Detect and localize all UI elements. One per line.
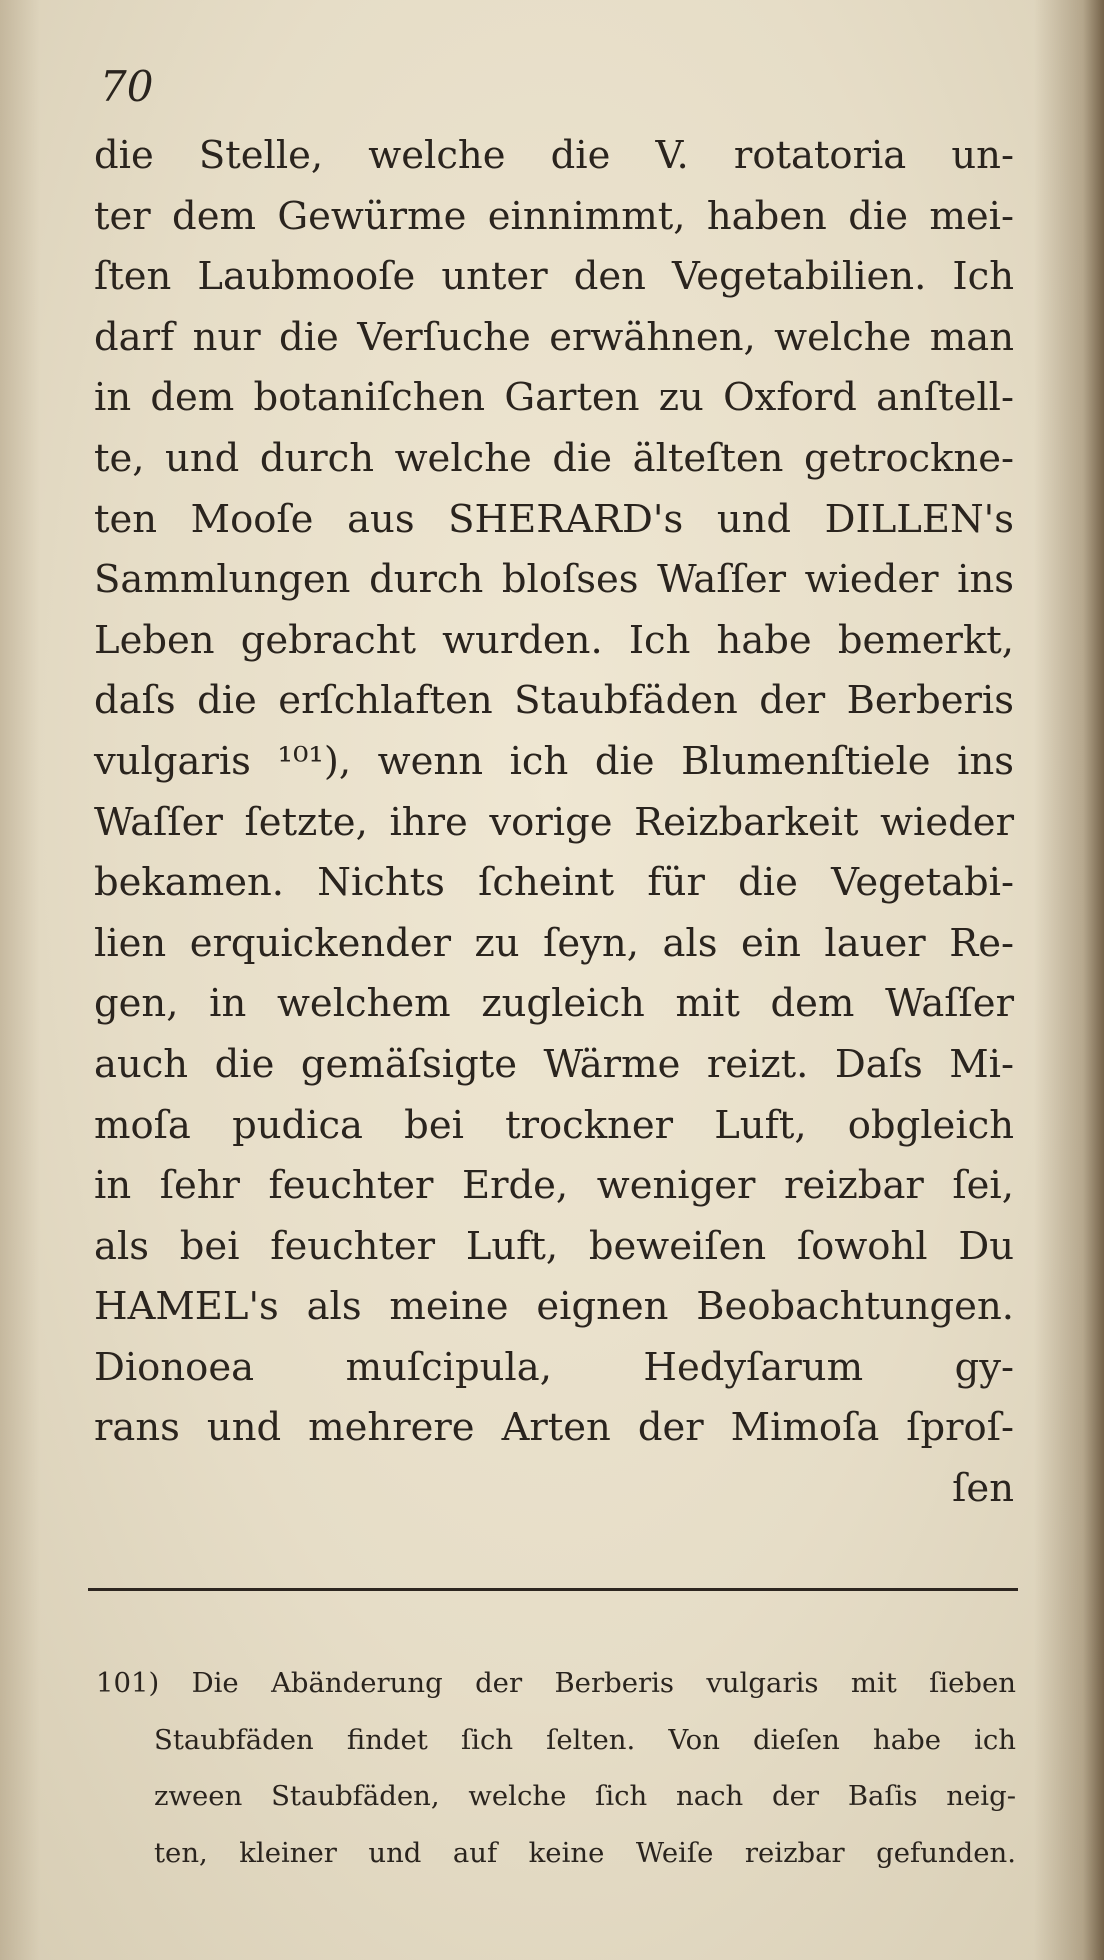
footnote-line: zween Staubfäden, welche ſich nach der Baſis neig- [154, 1780, 1016, 1812]
catchword: ſen [952, 1466, 1014, 1512]
text-line: Leben gebracht wurden. Ich habe bemerkt, [94, 617, 1014, 663]
text-line: in ſehr feuchter Erde, weniger reizbar ſei, [94, 1163, 1014, 1209]
text-line: Dionoea muſcipula, Hedyſarum gy- [94, 1344, 1014, 1390]
text-line: ten Mooſe aus SHERARD's und DILLEN's [94, 496, 1014, 542]
main-text [94, 126, 1014, 1520]
footnote-line: ten, kleiner und auf keine Weiſe reizbar gefunden. [154, 1836, 1016, 1869]
footnote [96, 1655, 1016, 1881]
footnote-rule [88, 1588, 1018, 1591]
text-line: in dem botaniſchen Garten zu Oxford anſtell- [94, 375, 1014, 421]
text-line: auch die gemäſsigte Wärme reizt. Daſs Mi- [94, 1041, 1014, 1087]
binding-shadow-right [1034, 0, 1104, 1960]
text-line: Sammlungen durch bloſses Waſſer wieder ins [94, 557, 1014, 603]
footnote-line: 101) Die Abänderung der Berberis vulgaris mit ſieben [96, 1667, 1016, 1699]
page-number: 70 [100, 62, 154, 111]
text-line: ter dem Gewürme einnimmt, haben die mei- [94, 193, 1014, 239]
text-line: Waſſer ſetzte, ihre vorige Reizbarkeit wieder [94, 799, 1014, 845]
text-line: rans und mehrere Arten der Mimoſa ſproſ- [94, 1405, 1014, 1451]
page-shadow-left [0, 0, 40, 1960]
text-line: die Stelle, welche die V. rotatoria un- [94, 133, 1014, 178]
footnote-line: Staubfäden findet ſich ſelten. Von dieſen habe ich [154, 1723, 1016, 1756]
text-line: te, und durch welche die älteſten getrockne- [94, 435, 1014, 481]
text-line: als bei feuchter Luft, beweiſen ſowohl Du [94, 1223, 1014, 1269]
text-line: moſa pudica bei trockner Luft, obgleich [94, 1102, 1014, 1148]
text-line: lien erquickender zu ſeyn, als ein lauer Re- [94, 920, 1014, 966]
text-line: bekamen. Nichts ſcheint für die Vegetabi- [94, 860, 1014, 906]
text-line: ſten Laubmooſe unter den Vegetabilien. Ich [94, 254, 1014, 300]
text-line: daſs die erſchlaften Staubfäden der Berberis [94, 678, 1014, 724]
text-line: vulgaris ¹⁰¹), wenn ich die Blumenſtiele ins [94, 738, 1014, 784]
text-line: gen, in welchem zugleich mit dem Waſſer [94, 981, 1014, 1027]
text-line: HAMEL's als meine eignen Beobachtungen. [94, 1284, 1014, 1330]
text-line: darf nur die Verſuche erwähnen, welche man [94, 314, 1014, 360]
